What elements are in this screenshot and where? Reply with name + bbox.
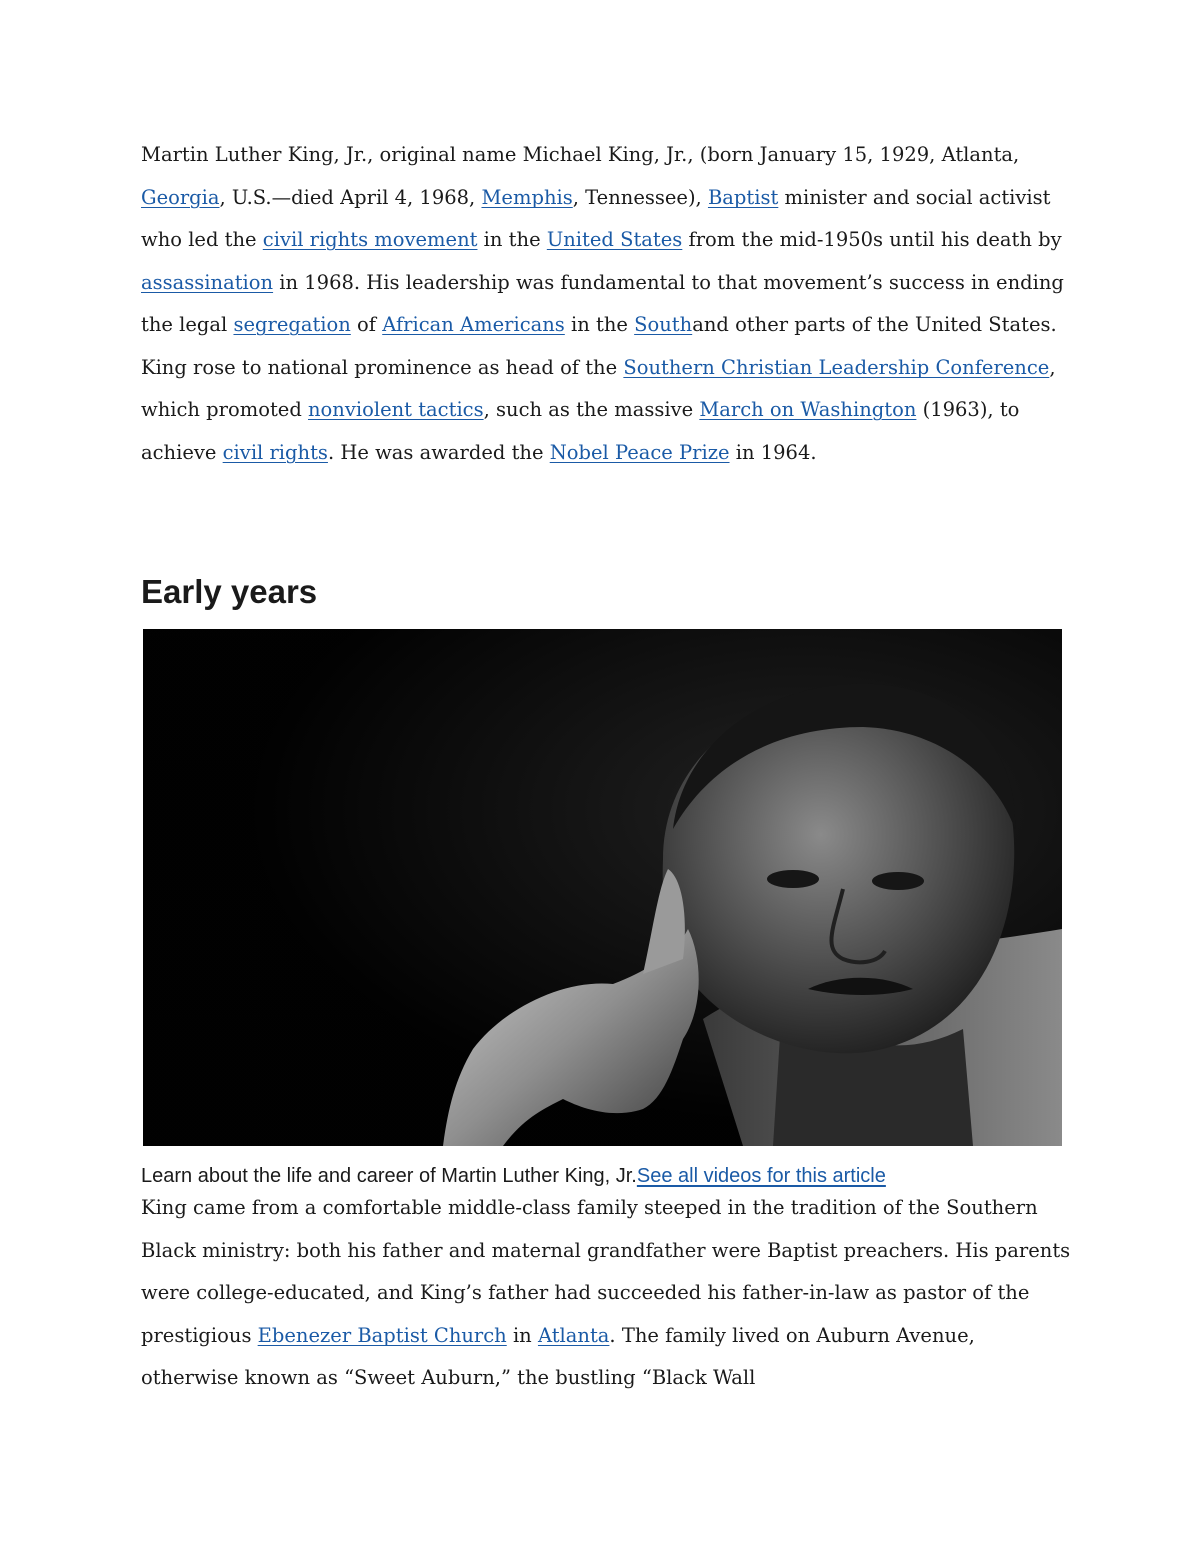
body-text: in xyxy=(506,1323,538,1347)
intro-text: , Tennessee), xyxy=(572,185,708,209)
link-civil-rights[interactable]: civil rights xyxy=(222,440,328,464)
section-heading: Early years xyxy=(141,573,318,610)
intro-text: in 1968. His leadership was fundamental to that movement’s success in ending the legal xyxy=(141,270,1064,336)
link-ebenezer-baptist-church[interactable]: Ebenezer Baptist Church xyxy=(257,1323,507,1347)
link-segregation[interactable]: segregation xyxy=(233,313,351,336)
intro-text: in the xyxy=(477,228,547,251)
intro-text: . He was awarded the xyxy=(327,440,550,464)
intro-text: minister and social activist who led the xyxy=(141,185,1051,251)
link-african-americans[interactable]: African Americans xyxy=(382,313,565,336)
intro-text: in 1964. xyxy=(729,440,817,464)
link-baptist[interactable]: Baptist xyxy=(707,185,779,209)
link-south[interactable]: South xyxy=(634,313,693,336)
intro-text: from the mid-1950s until his death by xyxy=(682,228,1062,251)
link-civil-rights-movement[interactable]: civil rights movement xyxy=(262,228,478,251)
body-text: King came from a comfortable middle-class family steeped in the tradition of the Southern Black ministry: both his father and maternal grandfather were Baptist preachers. His parents were college-educated, and King’s father had succeeded his father-in-law as pastor of the prestigious xyxy=(141,1196,1071,1347)
see-all-videos-link[interactable]: See all videos for this article xyxy=(636,1165,886,1187)
link-georgia[interactable]: Georgia xyxy=(141,185,220,209)
intro-text: , such as the massive xyxy=(483,398,700,421)
photo-eye-left xyxy=(767,870,819,888)
intro-text: (1963), to achieve xyxy=(141,398,1020,464)
link-nonviolent-tactics[interactable]: nonviolent tactics xyxy=(308,398,484,421)
link-nobel-peace-prize[interactable]: Nobel Peace Prize xyxy=(549,440,730,464)
intro-text: of xyxy=(350,313,383,336)
portrait-photo[interactable] xyxy=(143,629,1062,1146)
intro-text: in the xyxy=(564,313,635,336)
intro-text: , which promoted xyxy=(141,355,1056,421)
link-assassination[interactable]: assassination xyxy=(141,270,274,294)
early-years-paragraph xyxy=(141,1187,1076,1400)
intro-paragraph xyxy=(141,134,1066,474)
body-text: . The family lived on Auburn Avenue, otherwise known as “Sweet Auburn,” the bustling “Black Wall xyxy=(141,1323,975,1389)
intro-text: and other parts of the United States. King rose to national prominence as head of the xyxy=(141,313,1057,379)
intro-text: Martin Luther King, Jr., original name Michael King, Jr., (born January 15, 1929, Atlanta, xyxy=(141,143,1020,166)
link-sclc[interactable]: Southern Christian Leadership Conference xyxy=(623,355,1050,379)
intro-text: , U.S.—died April 4, 1968, xyxy=(219,185,482,209)
caption-text: Learn about the life and career of Martin Luther King, Jr. xyxy=(141,1165,637,1187)
link-atlanta[interactable]: Atlanta xyxy=(537,1323,610,1347)
photo-eye-right xyxy=(872,872,924,890)
link-united-states[interactable]: United States xyxy=(546,228,683,251)
link-march-on-washington[interactable]: March on Washington xyxy=(699,398,917,421)
link-memphis[interactable]: Memphis xyxy=(481,185,573,209)
